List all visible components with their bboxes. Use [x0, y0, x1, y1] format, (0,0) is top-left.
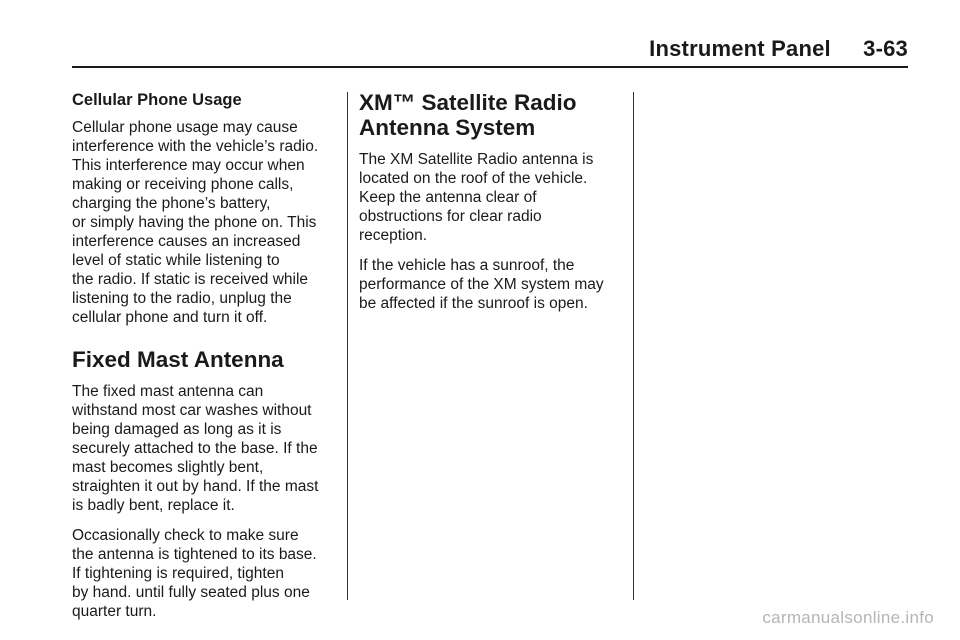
- xm-antenna-paragraph-1: The XM Satellite Radio antenna is located on the roof of the vehicle. Keep the antenna clear of obstructions for clear radio reception.: [359, 151, 594, 244]
- fixed-mast-paragraph-2: Occasionally check to make sure the antenna is tightened to its base. If tightening is required, tighten by hand. until fully seated plus one quarter turn.: [72, 527, 317, 620]
- header-rule: [72, 66, 908, 68]
- left-column: [72, 90, 336, 632]
- page-header: [649, 36, 908, 62]
- cellular-phone-paragraph: Cellular phone usage may cause interference with the vehicle’s radio. This interference may occur when making or receiving phone calls, charging the phone’s battery, or simply having the phone on. This interference causes an increased level of static while listening to the radio. If static is received while listening to the radio, unplug the cellular phone and turn it off.: [72, 119, 319, 326]
- middle-column: [359, 90, 625, 324]
- xm-antenna-paragraph-2: If the vehicle has a sunroof, the performance of the XM system may be affected if the sunroof is open.: [359, 257, 604, 312]
- fixed-mast-heading: Fixed Mast Antenna: [72, 347, 284, 372]
- xm-antenna-heading: XM™ Satellite Radio Antenna System: [359, 90, 577, 140]
- page-number: 3-63: [863, 36, 908, 61]
- cellular-phone-heading: Cellular Phone Usage: [72, 91, 242, 109]
- watermark: carmanualsonline.info: [762, 608, 934, 627]
- column-divider-2: [633, 92, 634, 600]
- column-divider-1: [347, 92, 348, 600]
- fixed-mast-paragraph-1: The fixed mast antenna can withstand most car washes without being damaged as long as it is securely attached to the base. If the mast becomes slightly bent, straighten it out by hand. If the mast is badly bent, replace it.: [72, 383, 319, 514]
- section-title: Instrument Panel: [649, 36, 831, 61]
